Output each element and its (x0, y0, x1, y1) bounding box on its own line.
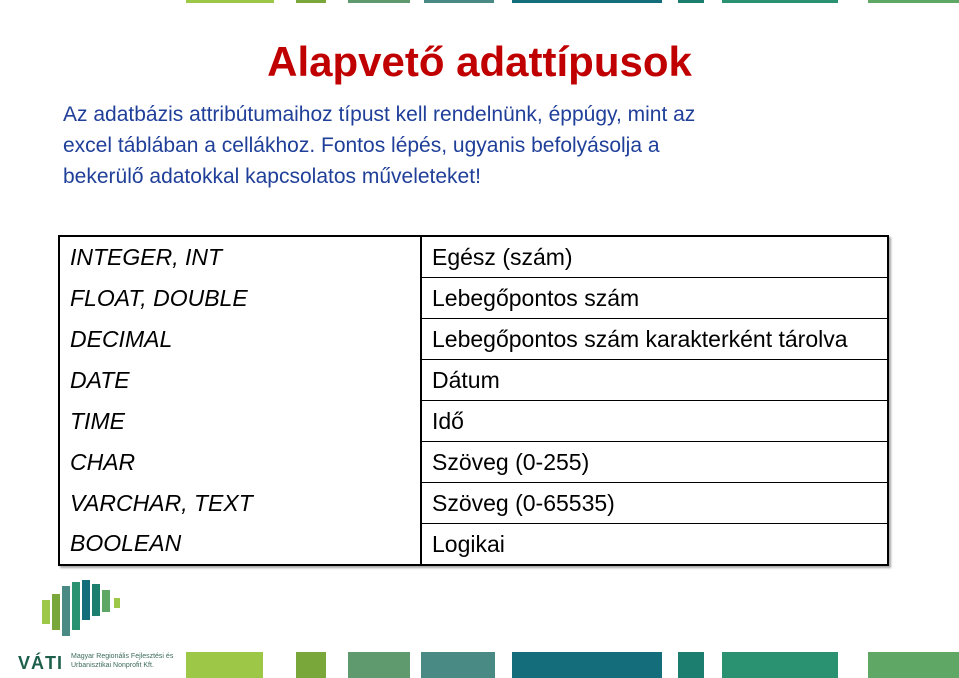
description-cell: Szöveg (0-255) (421, 442, 888, 483)
intro-paragraph (63, 99, 913, 192)
page-title: Alapvető adattípusok (267, 38, 692, 85)
type-cell: INTEGER, INT (59, 236, 421, 278)
type-cell: FLOAT, DOUBLE (59, 278, 421, 319)
type-cell: BOOLEAN (59, 524, 421, 566)
logo-subtitle: Magyar Regionális Fejlesztési és Urbanisztikai Nonprofit Kft. (71, 653, 174, 669)
description-cell: Lebegőpontos szám karakterként tárolva (421, 319, 888, 360)
intro-line: Az adatbázis attribútumaihoz típust kell rendelnünk, éppúgy, mint az (63, 103, 696, 126)
table-row (59, 360, 888, 401)
intro-line: excel táblában a cellákhoz. Fontos lépés, ugyanis befolyásolja a (63, 134, 660, 157)
top-color-strip (0, 0, 959, 3)
logo-name: VÁTI (18, 653, 64, 673)
type-cell: DATE (59, 360, 421, 401)
description-cell: Egész (szám) (421, 236, 888, 278)
description-cell: Idő (421, 401, 888, 442)
type-cell: DECIMAL (59, 319, 421, 360)
bottom-color-strip (0, 652, 959, 678)
table-row (59, 278, 888, 319)
description-cell: Szöveg (0-65535) (421, 483, 888, 524)
table-row (59, 236, 888, 278)
description-cell: Lebegőpontos szám (421, 278, 888, 319)
table-row (59, 483, 888, 524)
table-row (59, 401, 888, 442)
table-row (59, 442, 888, 483)
description-cell: Dátum (421, 360, 888, 401)
description-cell: Logikai (421, 524, 888, 566)
table-row (59, 524, 888, 566)
table-row (59, 319, 888, 360)
type-cell: TIME (59, 401, 421, 442)
type-cell: VARCHAR, TEXT (59, 483, 421, 524)
data-types-table (58, 235, 889, 566)
intro-line: bekerülő adatokkal kapcsolatos műveleteket! (63, 165, 481, 188)
logo-bars-icon (42, 580, 152, 636)
type-cell: CHAR (59, 442, 421, 483)
